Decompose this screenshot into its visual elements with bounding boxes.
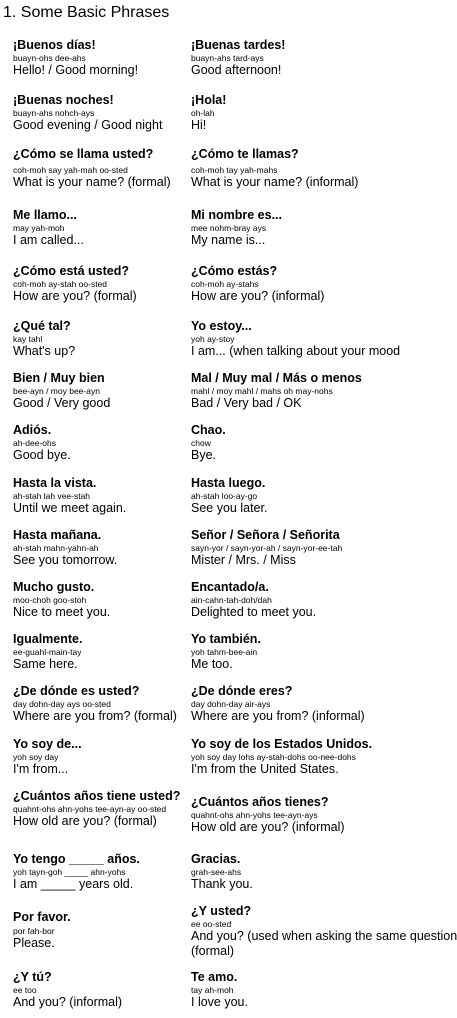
phrase-entry (191, 319, 431, 359)
spanish-phrase: Igualmente. (13, 632, 83, 646)
phrase-entry (191, 38, 431, 78)
spanish-phrase: ¿Cómo está usted? (13, 264, 129, 278)
english-translation: Where are you from? (informal) (191, 709, 365, 723)
phrase-entry (191, 684, 431, 724)
english-translation: How old are you? (informal) (191, 820, 345, 834)
english-translation: I'm from... (13, 762, 69, 776)
spanish-phrase: Gracias. (191, 852, 241, 866)
spanish-phrase: ¿Cómo te llamas? (191, 147, 299, 161)
spanish-phrase: Encantado/a. (191, 580, 269, 594)
pronunciation: ee too (13, 985, 37, 995)
english-translation: I love you. (191, 995, 248, 1009)
pronunciation: day dohn-day ays oo-sted (13, 699, 111, 709)
spanish-phrase: Yo también. (191, 632, 261, 646)
pronunciation: day dohn-day air-ays (191, 699, 271, 709)
spanish-phrase: ¡Buenos días! (13, 38, 96, 52)
spanish-phrase: ¡Buenas tardes! (191, 38, 286, 52)
spanish-phrase: Señor / Señora / Señorita (191, 528, 340, 542)
english-translation: Good evening / Good night (13, 118, 163, 132)
phrase-entry (191, 852, 431, 892)
pronunciation: yoh soy day lohs ay-stah-dohs oo-nee-dohs (191, 752, 356, 762)
phrase-entry (191, 147, 431, 190)
spanish-phrase: ¿Cuántos años tiene usted? (13, 789, 181, 803)
pronunciation: moo-choh goo-stoh (13, 595, 87, 605)
english-translation: Delighted to meet you. (191, 605, 317, 619)
english-translation: Bye. (191, 448, 217, 462)
pronunciation: por fah-bor (13, 926, 55, 936)
page-title: 1. Some Basic Phrases (3, 4, 170, 21)
spanish-phrase: Adiós. (13, 423, 52, 437)
phrase-entry (191, 737, 431, 777)
spanish-phrase: Hasta la vista. (13, 476, 97, 490)
english-translation: Bad / Very bad / OK (191, 396, 302, 410)
pronunciation: coh-moh say yah-mah oo-sted (13, 165, 128, 175)
spanish-phrase: Hasta mañana. (13, 528, 102, 542)
phrase-entry (191, 528, 431, 568)
spanish-phrase: ¿Cómo se llama usted? (13, 147, 154, 161)
spanish-phrase: Yo tengo _____ años. (13, 852, 140, 866)
spanish-phrase: ¡Hola! (191, 93, 227, 107)
pronunciation: buayn-ahs tard-ays (191, 53, 264, 63)
phrase-entry (191, 970, 431, 1010)
spanish-phrase: ¿Y usted? (191, 904, 252, 918)
spanish-phrase: Mucho gusto. (13, 580, 95, 594)
english-translation: I am... (when talking about your mood (191, 344, 401, 358)
english-translation: Nice to meet you. (13, 605, 111, 619)
spanish-phrase: Por favor. (13, 910, 71, 924)
spanish-phrase: ¿De dónde es usted? (13, 684, 140, 698)
phrase-entry (191, 795, 431, 835)
phrase-entry (191, 371, 431, 411)
english-translation: Thank you. (191, 877, 253, 891)
pronunciation: yoh ay-stoy (191, 334, 235, 344)
english-translation: Where are you from? (formal) (13, 709, 177, 723)
pronunciation: yoh tayn-goh _____ ahn-yohs (13, 867, 126, 877)
spanish-phrase: Chao. (191, 423, 226, 437)
pronunciation: coh-moh ay-stah oo-sted (13, 279, 108, 289)
spanish-phrase: Yo estoy... (191, 319, 252, 333)
spanish-phrase: ¿Y tú? (13, 970, 52, 984)
pronunciation: kay tahl (13, 334, 43, 344)
pronunciation: ah-stah loo-ay-go (191, 491, 258, 501)
phrase-entry (191, 208, 431, 248)
pronunciation: mahl / moy mahl / mahs oh may-nohs (191, 386, 333, 396)
pronunciation: yoh soy day (13, 752, 59, 762)
english-translation: How are you? (formal) (13, 289, 137, 303)
english-translation: Please. (13, 936, 55, 950)
english-translation: Hi! (191, 118, 207, 132)
pronunciation: coh-moh tay yah-mahs (191, 165, 278, 175)
english-translation: And you? (informal) (13, 995, 123, 1009)
spanish-phrase: Hasta luego. (191, 476, 266, 490)
english-translation: How are you? (informal) (191, 289, 325, 303)
pronunciation: coh-moh ay-stahs (191, 279, 259, 289)
spanish-phrase: Te amo. (191, 970, 238, 984)
pronunciation: yoh tahm-bee-ain (191, 647, 258, 657)
pronunciation: tay ah-moh (191, 985, 234, 995)
pronunciation: ee oo-sted (191, 919, 232, 929)
phrase-entry (191, 580, 431, 620)
pronunciation: grah-see-ahs (191, 867, 242, 877)
spanish-phrase: Yo soy de los Estados Unidos. (191, 737, 373, 751)
spanish-phrase: ¿De dónde eres? (191, 684, 293, 698)
pronunciation: may yah-moh (13, 223, 65, 233)
spanish-phrase: ¿Qué tal? (13, 319, 71, 333)
english-translation: What is your name? (informal) (191, 175, 359, 189)
english-translation: Until we meet again. (13, 501, 127, 515)
english-translation: What is your name? (formal) (13, 175, 171, 189)
spanish-phrase: Mi nombre es... (191, 208, 282, 222)
english-translation: What's up? (13, 344, 76, 358)
spanish-phrase: Mal / Muy mal / Más o menos (191, 371, 362, 385)
english-translation: Mister / Mrs. / Miss (191, 553, 296, 567)
spanish-phrase: Yo soy de... (13, 737, 82, 751)
phrase-entry (191, 423, 431, 463)
phrase-entry (191, 632, 431, 672)
phrase-entry (191, 93, 431, 133)
english-translation: How old are you? (formal) (13, 814, 157, 828)
english-translation: Good / Very good (13, 396, 111, 410)
english-translation: Me too. (191, 657, 233, 671)
english-translation: I'm from the United States. (191, 762, 339, 776)
pronunciation: ah-stah lah vee-stah (13, 491, 91, 501)
pronunciation: ain-cahn-tah-doh/dah (191, 595, 272, 605)
pronunciation: buayn-ohs dee-ahs (13, 53, 86, 63)
pronunciation: ee-guahl-main-tay (13, 647, 82, 657)
pronunciation: buayn-ahs nohch-ays (13, 108, 95, 118)
pronunciation: bee-ayn / moy bee-ayn (13, 386, 100, 396)
pronunciation: oh-lah (191, 108, 215, 118)
pronunciation: sayn-yor / sayn-yor-ah / sayn-yor-ee-tah (191, 543, 343, 553)
english-translation: Good bye. (13, 448, 71, 462)
english-translation-continued: (formal) (191, 944, 235, 958)
spanish-phrase: ¡Buenas noches! (13, 93, 114, 107)
pronunciation: ah-stah mahn-yahn-ah (13, 543, 99, 553)
english-translation: Hello! / Good morning! (13, 63, 139, 77)
spanish-phrase: Bien / Muy bien (13, 371, 105, 385)
pronunciation: quahnt-ohs ahn-yohs tee-ayn-ay oo-sted (13, 804, 167, 814)
spanish-phrase: ¿Cuántos años tienes? (191, 795, 329, 809)
english-translation: My name is... (191, 233, 266, 247)
english-translation: See you later. (191, 501, 268, 515)
phrase-entry (191, 264, 431, 304)
pronunciation: mee nohm-bray ays (191, 223, 267, 233)
phrase-entry (191, 476, 431, 516)
english-translation: I am called... (13, 233, 84, 247)
pronunciation: quahnt-ohs ahn-yohs tee-ayn-ays (191, 810, 318, 820)
english-translation: Same here. (13, 657, 78, 671)
spanish-phrase: ¿Cómo estás? (191, 264, 278, 278)
spanish-phrase: Me llamo... (13, 208, 77, 222)
pronunciation: ah-dee-ohs (13, 438, 57, 448)
english-translation: See you tomorrow. (13, 553, 118, 567)
english-translation: Good afternoon! (191, 63, 282, 77)
pronunciation: chow (191, 438, 211, 448)
english-translation: And you? (used when asking the same question (191, 929, 457, 943)
english-translation: I am _____ years old. (13, 877, 134, 891)
phrase-entry (191, 904, 457, 959)
